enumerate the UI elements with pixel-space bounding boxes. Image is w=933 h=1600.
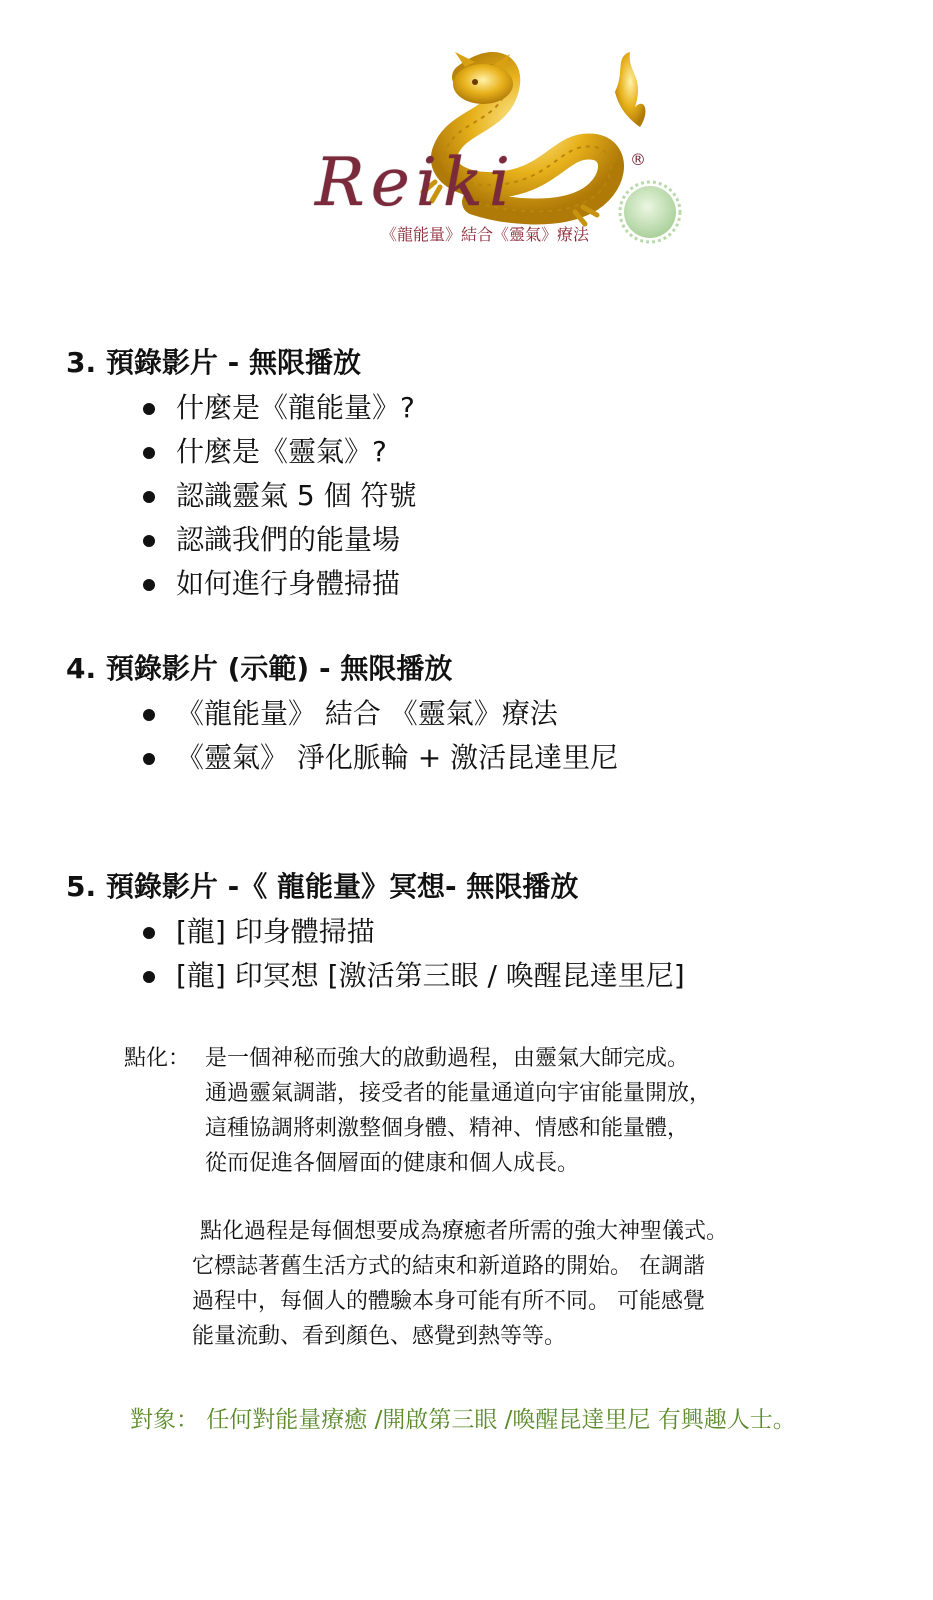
bullet-icon	[143, 447, 155, 459]
registered-mark: ®	[630, 150, 646, 169]
section-list	[66, 910, 685, 998]
list-item	[66, 562, 417, 606]
list-item	[66, 386, 417, 430]
paragraph-line: 點化過程是每個想要成為療癒者所需的強大神聖儀式。	[200, 1219, 729, 1244]
bullet-icon	[143, 753, 155, 765]
list-item-text: 什麼是《靈氣》?	[176, 435, 387, 468]
bullet-icon	[143, 927, 155, 939]
section-heading: 5. 預錄影片 -《 龍能量》冥想- 無限播放	[66, 870, 579, 903]
bullet-icon	[143, 491, 155, 503]
paragraph-line: 能量流動、看到顏色、感覺到熱等等。	[192, 1324, 567, 1349]
list-item	[66, 954, 685, 998]
target-audience: 對象： 任何對能量療癒 /開啟第三眼 /喚醒昆達里尼 有興趣人士。	[130, 1407, 796, 1433]
section-heading: 3. 預錄影片 - 無限播放	[66, 346, 361, 379]
list-item-text: 認識靈氣 5 個 符號	[176, 479, 417, 512]
list-item-text: 如何進行身體掃描	[176, 567, 401, 600]
list-item-text: 認識我們的能量場	[176, 523, 401, 556]
list-item-text: [龍] 印冥想 [激活第三眼 / 喚醒昆達里尼]	[176, 959, 685, 992]
section-list	[66, 692, 618, 780]
list-item	[66, 474, 417, 518]
list-item	[66, 518, 417, 562]
logo-wordmark: Reiki	[315, 144, 516, 221]
initiation-text	[205, 1041, 711, 1181]
initiation-label: 點化：	[124, 1046, 191, 1071]
paragraph-line: 從而促進各個層面的健康和個人成長。	[205, 1151, 580, 1176]
list-item-text: 什麼是《龍能量》?	[176, 391, 415, 424]
bullet-icon	[143, 971, 155, 983]
paragraph-line: 通過靈氣調諧，接受者的能量通道向宇宙能量開放，	[205, 1081, 712, 1106]
list-item-text: [龍] 印身體掃描	[176, 915, 375, 948]
section-4	[66, 646, 618, 780]
bullet-icon	[143, 403, 155, 415]
list-item	[66, 736, 618, 780]
reiki-logo	[315, 52, 685, 252]
list-item	[66, 910, 685, 954]
paragraph-line: 是一個神秘而強大的啟動過程，由靈氣大師完成。	[205, 1046, 690, 1071]
green-seal-icon	[620, 182, 680, 242]
section-3	[66, 340, 417, 606]
section-5	[66, 864, 685, 998]
logo-caption: 《龍能量》結合《靈氣》療法	[381, 225, 590, 244]
paragraph-line: 這種協調將刺激整個身體、精神、情感和能量體，	[205, 1116, 690, 1141]
section-heading: 4. 預錄影片 (示範) - 無限播放	[66, 652, 453, 685]
bullet-icon	[143, 579, 155, 591]
list-item-text: 《龍能量》 結合 《靈氣》療法	[176, 697, 558, 730]
bullet-icon	[143, 709, 155, 721]
list-item	[66, 692, 618, 736]
bullet-icon	[143, 535, 155, 547]
section-list	[66, 386, 417, 606]
list-item-text: 《靈氣》 淨化脈輪 + 激活昆達里尼	[176, 741, 619, 774]
process-text	[192, 1214, 728, 1354]
paragraph-line: 它標誌著舊生活方式的結束和新道路的開始。 在調諧	[192, 1254, 705, 1279]
list-item	[66, 430, 417, 474]
paragraph-line: 過程中，每個人的體驗本身可能有所不同。 可能感覺	[192, 1289, 705, 1314]
